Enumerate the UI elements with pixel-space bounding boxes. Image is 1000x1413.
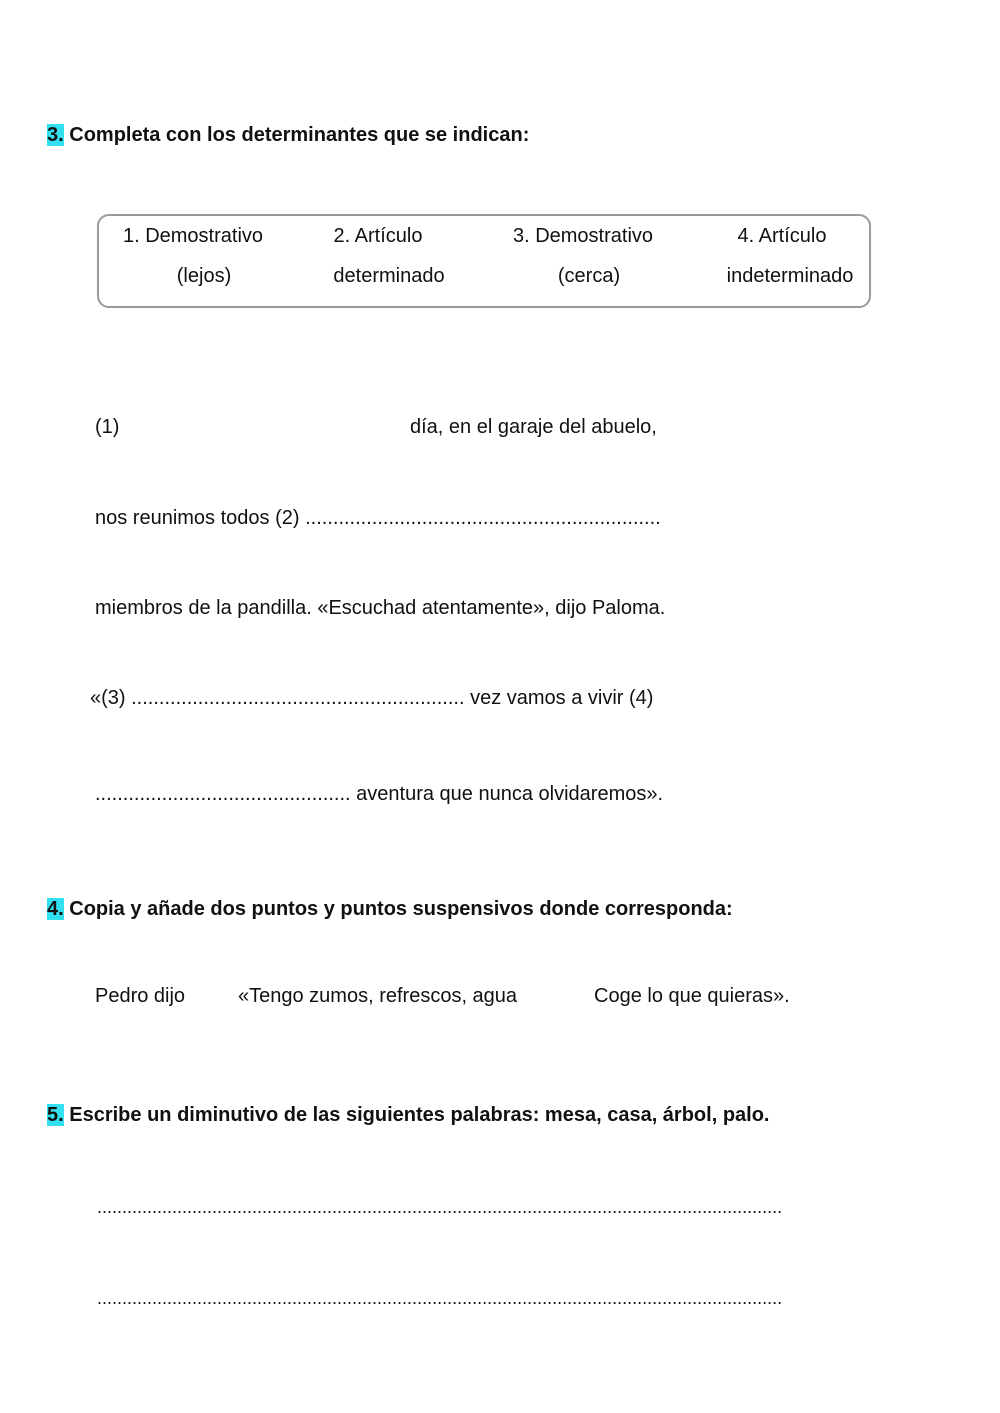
exercise-3-title: Completa con los determinantes que se indican:	[69, 124, 530, 146]
option-4-line-1: 4. Artículo	[737, 225, 827, 247]
option-2-line-2: determinado	[333, 265, 445, 287]
answer-line-1: .........................................................................................................................................	[97, 1197, 783, 1217]
exercise-3-number: 3.	[47, 124, 64, 146]
exercise-4-text-b: «Tengo zumos, refrescos, agua	[238, 985, 518, 1007]
text-line-5: .............................................. aventura que nunca olvidaremos».	[95, 783, 664, 805]
exercise-4-number: 4.	[47, 898, 64, 920]
exercise-5-number: 5.	[47, 1104, 64, 1126]
option-4-line-2: indeterminado	[726, 265, 854, 287]
text-line-2: nos reunimos todos (2) ................................................................	[95, 507, 661, 529]
exercise-4-title: Copia y añade dos puntos y puntos suspensivos donde corresponda:	[69, 898, 733, 920]
text-line-4: «(3) ............................................................ vez vamos a vivir (4)	[90, 687, 654, 709]
exercise-4-text-a: Pedro dijo	[95, 985, 186, 1007]
exercise-4-heading	[47, 898, 733, 921]
option-3-line-1: 3. Demostrativo	[512, 225, 654, 247]
option-2-line-1: 2. Artículo	[333, 225, 423, 247]
text-line-3: miembros de la pandilla. «Escuchad atentamente», dijo Paloma.	[95, 597, 666, 619]
exercise-5-title: Escribe un diminutivo de las siguientes palabras: mesa, casa, árbol, palo.	[69, 1104, 770, 1126]
option-3-line-2: (cerca)	[557, 265, 621, 287]
option-1-line-2: (lejos)	[176, 265, 232, 287]
text-line-1-end: día, en el garaje del abuelo,	[410, 416, 657, 438]
text-line-1-start: (1)	[95, 416, 120, 438]
answer-line-2: .........................................................................................................................................	[97, 1288, 783, 1308]
exercise-4-text-c: Coge lo que quieras».	[594, 985, 790, 1007]
option-1-line-1: 1. Demostrativo	[122, 225, 264, 247]
exercise-3-heading	[47, 124, 529, 147]
exercise-5-heading	[47, 1104, 769, 1127]
